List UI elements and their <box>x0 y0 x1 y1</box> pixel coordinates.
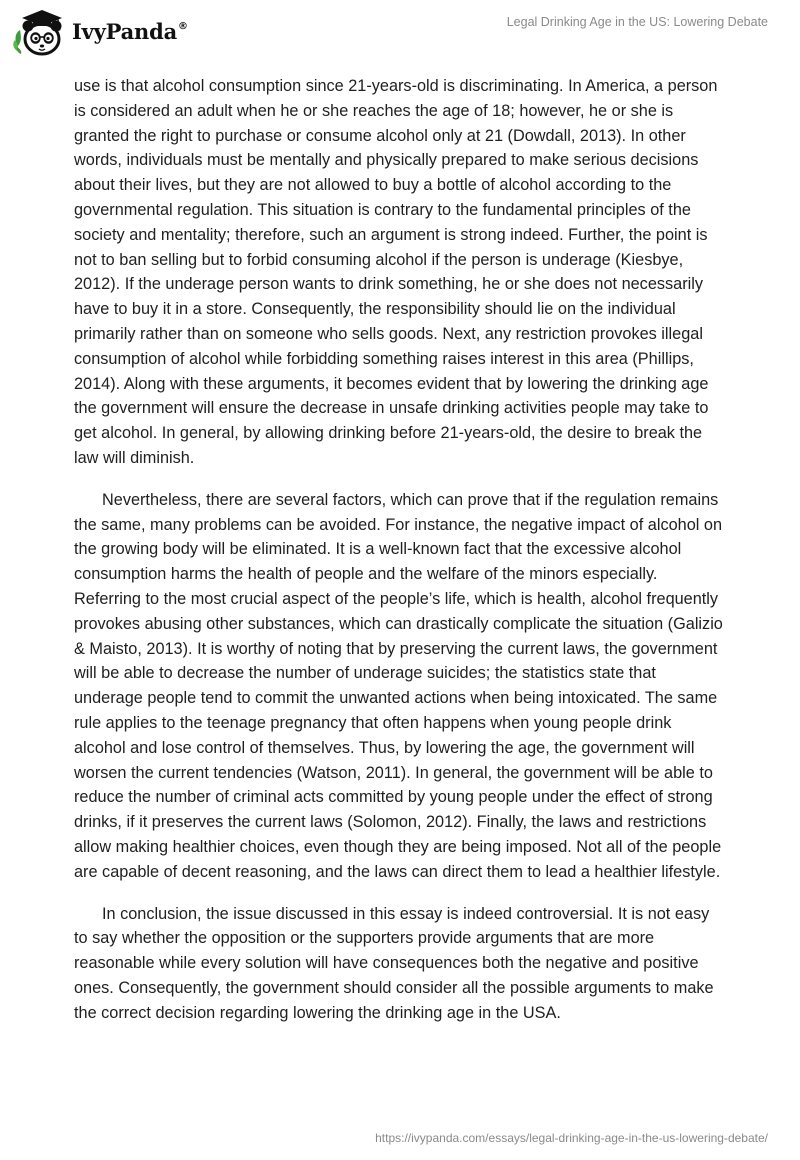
brand-name-text: IvyPanda <box>72 18 178 44</box>
essay-body <box>74 74 726 1042</box>
registered-mark: ® <box>178 20 188 32</box>
brand-logo[interactable] <box>12 6 188 58</box>
paragraph: Nevertheless, there are several factors, which can prove that if the regulation remains the same, many problems can be avoided. For instance, the negative impact of alcohol on the growing body will be eliminated. It is a well-known fact that the excessive alcohol consumption harms the health of people and the welfare of the minors especially. Referring to the most crucial aspect of the people’s life, which is health, alcohol frequently provokes abusing other substances, which can drastically complicate the situation (Galizio & Maisto, 2013). It is worthy of noting that by preserving the current laws, the government will be able to decrease the number of underage suicides; the statistics state that underage people tend to commit the unwanted actions when being intoxicated. The same rule applies to the teenage pregnancy that often happens when young people drink alcohol and lose control of themselves. Thus, by lowering the age, the government will worsen the current tendencies (Watson, 2011). In general, the government will be able to reduce the number of criminal acts committed by young people under the effect of strong drinks, if it preserves the current laws (Solomon, 2012). Finally, the laws and restrictions allow making healthier choices, even though they are being imposed. Not all of the people are capable of decent reasoning, and the laws can direct them to lead a healthier lifestyle. <box>74 490 723 881</box>
paragraph: use is that alcohol consumption since 21-years-old is discriminating. In America, a person is considered an adult when he or she reaches the age of 18; however, he or she is granted the right to purchase or consume alcohol only at 21 (Dowdall, 2013). In other words, individuals must be mentally and physically prepared to make serious decisions about their lives, but they are not allowed to buy a bottle of alcohol according to the governmental regulation. This situation is contrary to the fundamental principles of the society and mentality; therefore, such an argument is strong indeed. Further, the point is not to ban selling but to forbid consuming alcohol if the person is underage (Kiesbye, 2012). If the underage person wants to drink something, he or she does not necessarily have to buy it in a store. Consequently, the responsibility should lie on the individual primarily rather than on someone who sells goods. Next, any restriction provokes illegal consumption of alcohol while forbidding something raises interest in this area (Phillips, 2014). Along with these arguments, it becomes evident that by lowering the drinking age the government will ensure the decrease in unsafe drinking activities people may take to get alcohol. In general, by allowing drinking before 21-years-old, the desire to break the law will diminish. <box>74 77 718 467</box>
paragraph: In conclusion, the issue discussed in this essay is indeed controversial. It is not easy to say whether the opposition or the supporters provide arguments that are more reasonable while every solution will have consequences both the negative and positive ones. Consequently, the government should consider all the possible arguments to make the correct decision regarding lowering the drinking age in the USA. <box>74 904 714 1022</box>
source-url[interactable]: https://ivypanda.com/essays/legal-drinking-age-in-the-us-lowering-debate/ <box>375 1131 768 1145</box>
page-header <box>0 0 800 70</box>
panda-graduate-icon <box>12 6 68 58</box>
document-title: Legal Drinking Age in the US: Lowering Debate <box>506 15 768 29</box>
brand-name <box>72 19 188 44</box>
